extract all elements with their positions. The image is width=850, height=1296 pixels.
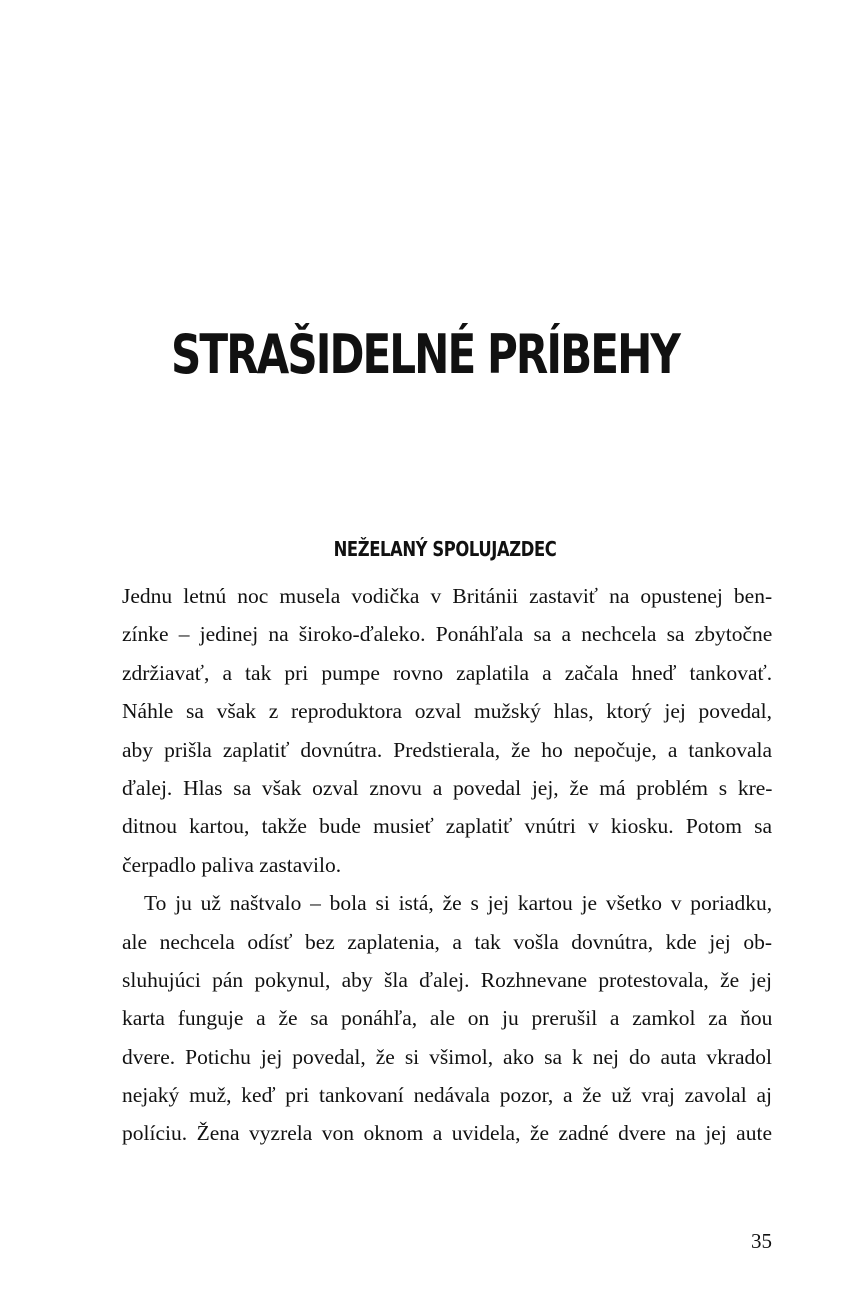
text-line: dvere. Potichu jej povedal, že si všimol, ako sa k nej do auta vkradol <box>122 1044 772 1069</box>
page-number: 35 <box>751 1229 772 1253</box>
text-line: zdržiavať, a tak pri pumpe rovno zaplatila a začala hneď tankovať. <box>122 660 773 685</box>
text-line: políciu. Žena vyzrela von oknom a uvidela, že zadné dvere na jej aute <box>122 1121 772 1146</box>
text-line: ďalej. Hlas sa však ozval znovu a povedal jej, že má problém s kre- <box>122 775 773 800</box>
text-line: karta funguje a že sa ponáhľa, ale on ju prerušil a zamkol za ňou <box>122 1006 773 1031</box>
body-text <box>122 577 772 1153</box>
text-line: zínke – jedinej na široko-ďaleko. Ponáhľala sa a nechcela sa zbytočne <box>122 622 773 647</box>
paragraph-1 <box>122 577 772 884</box>
text-line: Jednu letnú noc musela vodička v Británii zastaviť na opustenej ben- <box>122 584 773 608</box>
chapter-title: STRAŠIDELNÉ PRÍBEHY <box>171 323 679 386</box>
text-line: čerpadlo paliva zastavilo. <box>122 852 342 877</box>
section-title: NEŽELANÝ SPOLUJAZDEC <box>333 537 557 561</box>
text-line: To ju už naštvalo – bola si istá, že s jej kartou je všetko v poriadku, <box>144 891 773 916</box>
text-line: ale nechcela odísť bez zaplatenia, a tak vošla dovnútra, kde jej ob- <box>122 929 772 954</box>
text-line: ditnou kartou, takže bude musieť zaplatiť vnútri v kiosku. Potom sa <box>122 814 773 839</box>
paragraph-2 <box>122 884 772 1153</box>
text-line: Náhle sa však z reproduktora ozval mužský hlas, ktorý jej povedal, <box>122 699 772 724</box>
text-line: sluhujúci pán pokynul, aby šla ďalej. Rozhnevane protestovala, že jej <box>122 967 772 992</box>
text-line: aby prišla zaplatiť dovnútra. Predstierala, že ho nepočuje, a tankovala <box>122 737 773 762</box>
text-line: nejaký muž, keď pri tankovaní nedávala pozor, a že už vraj zavolal aj <box>122 1083 772 1108</box>
